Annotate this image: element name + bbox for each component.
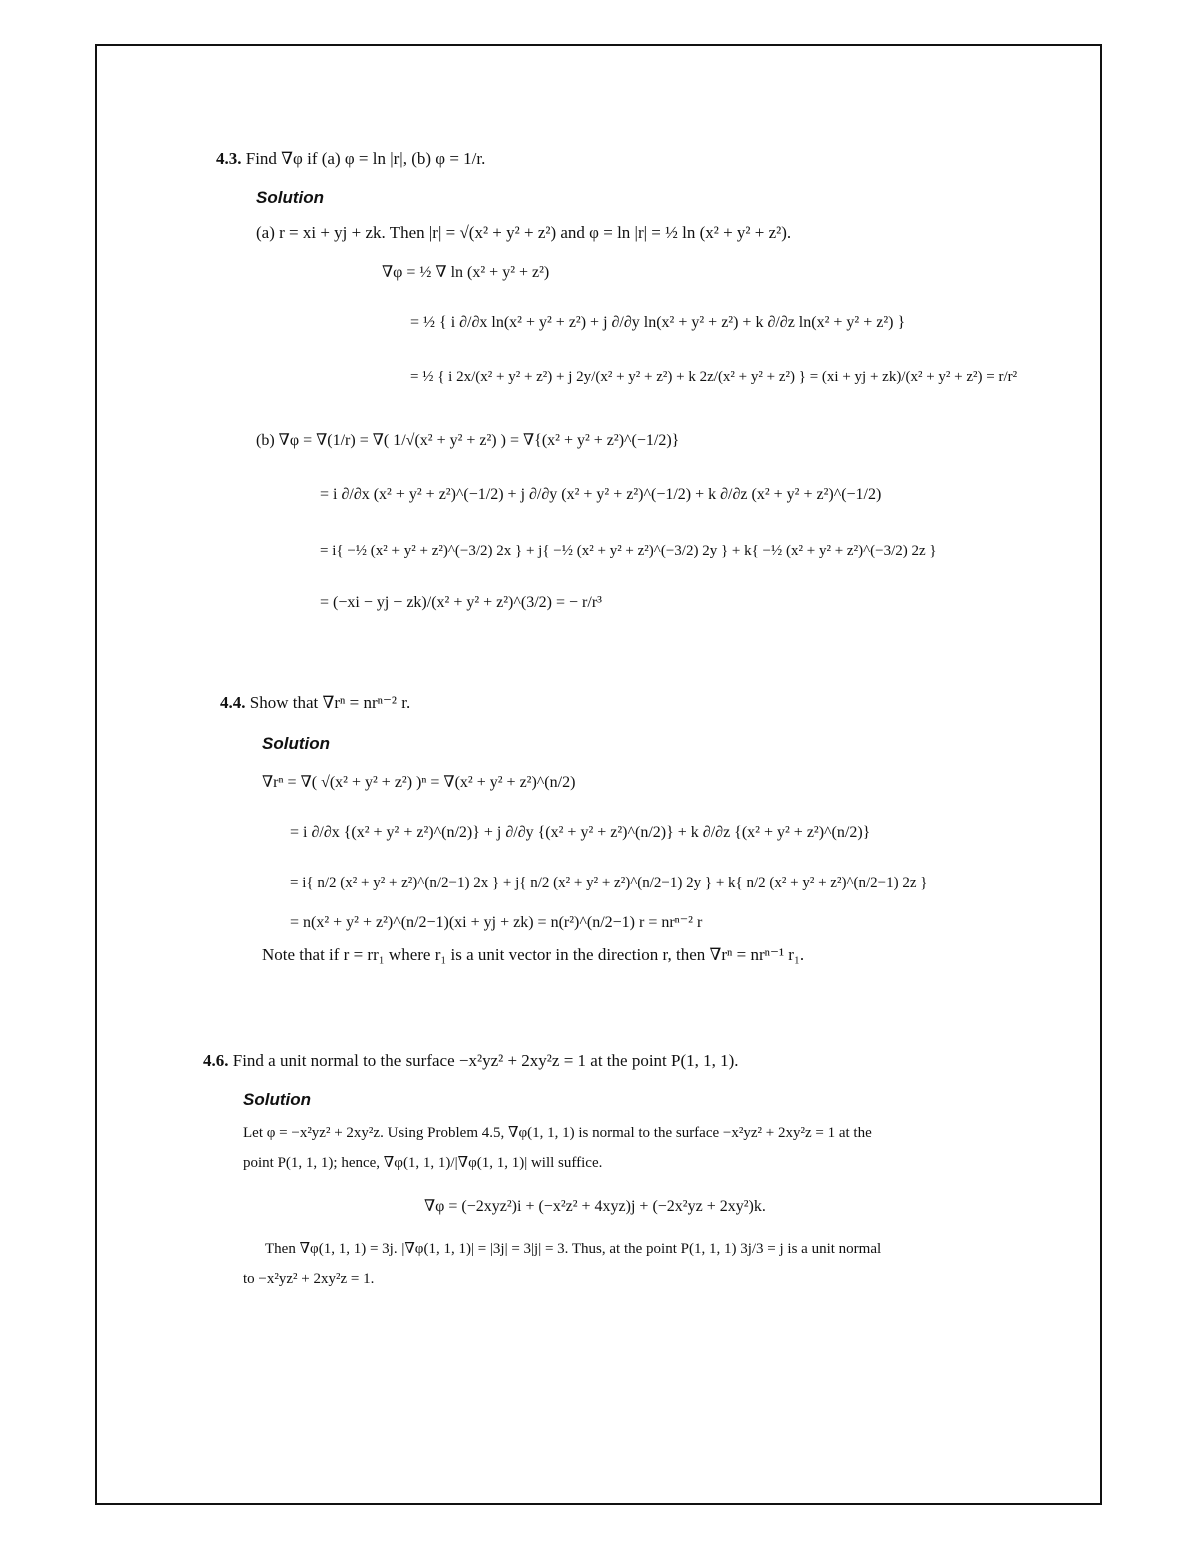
equation-line: = (−xi − yj − zk)/(x² + y² + z²)^(3/2) = − r/r³ (320, 594, 602, 611)
problem-text: Find ∇φ if (a) φ = ln |r|, (b) φ = 1/r. (245, 149, 486, 168)
problem-text: Show that ∇rⁿ = nrⁿ⁻² r. (249, 693, 411, 712)
equation-line: ∇φ = ½ ∇ ln (x² + y² + z²) (382, 264, 550, 281)
equation-line: = i{ −½ (x² + y² + z²)^(−3/2) 2x } + j{ −½ (x² + y² + z²)^(−3/2) 2y } + k{ −½ (x² + y² + z²)^(−3/2) 2z } (320, 543, 937, 559)
problem-text: Find a unit normal to the surface −x²yz² + 2xy²z = 1 at the point P(1, 1, 1). (232, 1051, 739, 1070)
equation-line: = n(x² + y² + z²)^(n/2−1)(xi + yj + zk) = n(r²)^(n/2−1) r = nrⁿ⁻² r (290, 914, 703, 931)
solution-label: Solution (243, 1090, 311, 1109)
part-a-intro: (a) r = xi + yj + zk. Then |r| = √(x² + y² + z²) and φ = ln |r| = ½ ln (x² + y² + z²). (256, 223, 792, 242)
equation-line: = ½ { i 2x/(x² + y² + z²) + j 2y/(x² + y² + z²) + k 2z/(x² + y² + z²) } = (xi + yj + zk)/(x² + y² + z²) = r/r² (410, 369, 1018, 385)
problem-number: 4.6. (203, 1051, 229, 1070)
equation-line: = i ∂/∂x (x² + y² + z²)^(−1/2) + j ∂/∂y (x² + y² + z²)^(−1/2) + k ∂/∂z (x² + y² + z²)^(−1/2) (320, 486, 882, 503)
problem-number: 4.4. (220, 693, 246, 712)
problem-4-6-statement (203, 1050, 739, 1072)
equation-line: = ½ { i ∂/∂x ln(x² + y² + z²) + j ∂/∂y ln(x² + y² + z²) + k ∂/∂z ln(x² + y² + z²) } (410, 314, 906, 331)
equation-line: = i ∂/∂x {(x² + y² + z²)^(n/2)} + j ∂/∂y {(x² + y² + z²)^(n/2)} + k ∂/∂z {(x² + y² + z²)^(n/2)} (290, 824, 871, 841)
solution-text: Then ∇φ(1, 1, 1) = 3j. |∇φ(1, 1, 1)| = |3j| = 3|j| = 3. Thus, at the point P(1, 1, 1) 3j/3 = j is a unit normal (265, 1241, 882, 1257)
gradient-equation: ∇φ = (−2xyz²)i + (−x²z² + 4xyz)j + (−2x²yz + 2xy²)k. (424, 1198, 766, 1215)
solution-label: Solution (262, 734, 330, 753)
equation-line: = i{ n/2 (x² + y² + z²)^(n/2−1) 2x } + j{ n/2 (x² + y² + z²)^(n/2−1) 2y } + k{ n/2 (x² + y² + z²)^(n/2−1) 2z } (290, 875, 928, 891)
solution-label: Solution (256, 188, 324, 207)
problem-number: 4.3. (216, 149, 242, 168)
problem-4-4-statement (220, 692, 410, 714)
solution-text: to −x²yz² + 2xy²z = 1. (243, 1271, 375, 1287)
equation-line: ∇rⁿ = ∇( √(x² + y² + z²) )ⁿ = ∇(x² + y² + z²)^(n/2) (262, 774, 576, 791)
note-text: Note that if r = rr₁ where r₁ is a unit vector in the direction r, then ∇rⁿ = nrⁿ⁻¹ r₁. (262, 945, 805, 964)
part-b-intro: (b) ∇φ = ∇(1/r) = ∇( 1/√(x² + y² + z²) ) = ∇{(x² + y² + z²)^(−1/2)} (256, 432, 680, 449)
problem-4-3-statement (216, 148, 485, 170)
solution-text: point P(1, 1, 1); hence, ∇φ(1, 1, 1)/|∇φ(1, 1, 1)| will suffice. (243, 1155, 603, 1171)
solution-text: Let φ = −x²yz² + 2xy²z. Using Problem 4.5, ∇φ(1, 1, 1) is normal to the surface −x²yz² + 2xy²z = 1 at the (243, 1125, 872, 1141)
